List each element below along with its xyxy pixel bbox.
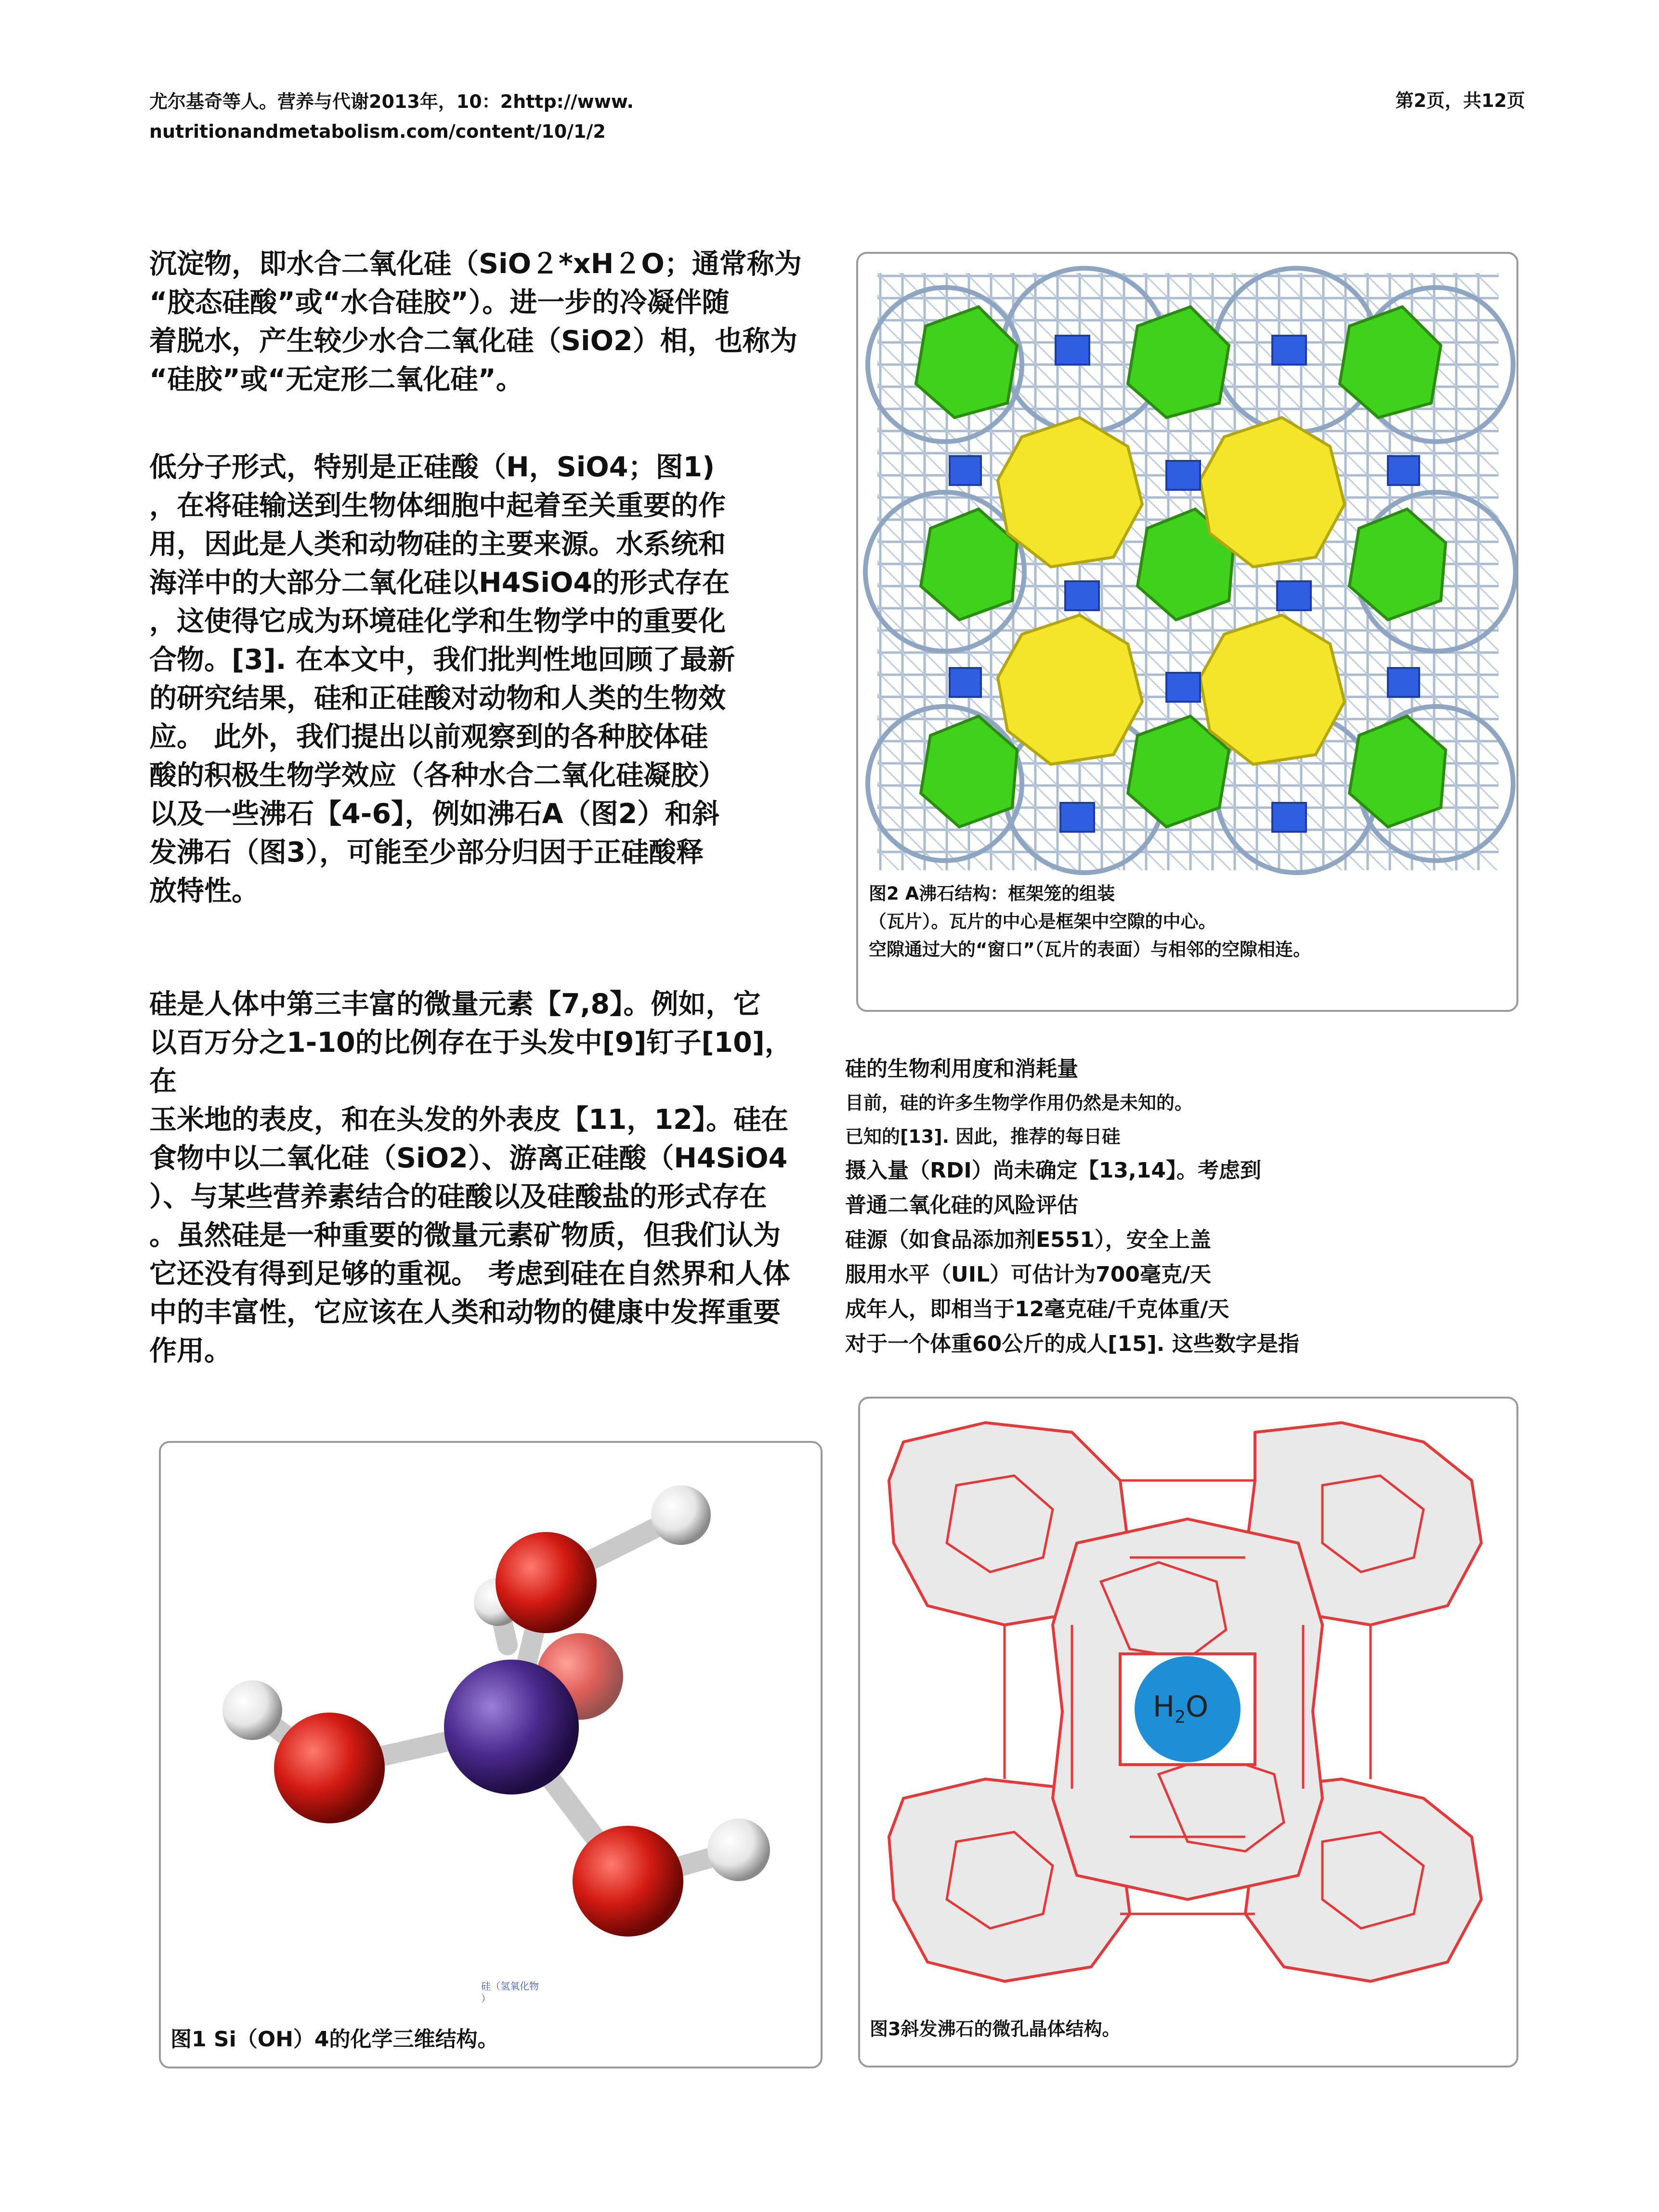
text-line: 普通二氧化硅的风险评估 xyxy=(845,1193,1078,1217)
text-line: 酸的积极生物学效应（各种水合二氧化硅凝胶） xyxy=(149,759,726,791)
text-line: 食物中以二氧化硅（SiO2）、游离正硅酸（H4SiO4 xyxy=(149,1142,788,1174)
bioavailability-section xyxy=(845,1052,1543,1361)
paragraph-3 xyxy=(149,985,819,1370)
text-line: 它还没有得到足够的重视。 考虑到硅在自然界和人体 xyxy=(149,1258,790,1290)
text-line: 中的丰富性，它应该在人类和动物的健康中发挥重要 xyxy=(149,1296,781,1328)
text-line: 服用水平（UIL）可估计为700毫克/天 xyxy=(845,1262,1212,1287)
caption-line: （瓦片）。瓦片的中心是框架中空隙的中心。 xyxy=(869,911,1216,932)
text-line: 应。 此外，我们提出以前观察到的各种胶体硅 xyxy=(149,721,708,753)
zeolite-a-structure-image xyxy=(858,254,1516,880)
text-line: 对于一个体重60公斤的成人[15]. 这些数字是指 xyxy=(845,1332,1299,1356)
text-line: 用，因此是人类和动物硅的主要来源。水系统和 xyxy=(149,528,726,560)
text-line: 摄入量（RDI）尚未确定【13,14】。考虑到 xyxy=(845,1158,1261,1183)
silicon-atom xyxy=(444,1660,579,1794)
caption-line: 空隙通过大的“窗口”（瓦片的表面）与相邻的空隙相连。 xyxy=(869,939,1311,960)
text-line: 硅是人体中第三丰富的微量元素【7,8】。例如，它 xyxy=(149,988,761,1020)
text-line: 硅源（如食品添加剂E551），安全上盖 xyxy=(845,1228,1211,1252)
molecule-inner-label xyxy=(481,1980,539,2005)
text-line: 。虽然硅是一种重要的微量元素矿物质，但我们认为 xyxy=(149,1219,781,1251)
text-line: 合物。[3]. 在本文中，我们批判性地回顾了最新 xyxy=(149,644,735,676)
figure-2-caption xyxy=(869,880,1504,964)
text-line: “硅胶”或“无定形二氧化硅”。 xyxy=(149,364,523,395)
text-line: ）、与某些营养素结合的硅酸以及硅酸盐的形式存在 xyxy=(149,1181,767,1213)
hydrogen-atom xyxy=(222,1680,282,1740)
section-heading: 硅的生物利用度和消耗量 xyxy=(845,1057,1078,1081)
figure-1-caption: 图1 Si（OH）4的化学三维结构。 xyxy=(170,2027,499,2052)
text-line: 低分子形式，特别是正硅酸（H，SiO4；图1) xyxy=(149,451,715,483)
citation-line-1: 尤尔基奇等人。营养与代谢2013年，10：2http://www. xyxy=(149,91,634,112)
text-line: 以及一些沸石【4-6】，例如沸石A（图2）和斜 xyxy=(149,798,720,830)
oxygen-atom xyxy=(573,1826,683,1937)
water-label: $H_2O$ xyxy=(1153,1690,1209,1727)
figure-1 xyxy=(159,1441,823,2068)
oxygen-atom xyxy=(496,1532,597,1633)
text-line: 成年人，即相当于12毫克硅/千克体重/天 xyxy=(845,1297,1229,1322)
hydrogen-atom xyxy=(651,1485,711,1545)
text-line: “胶态硅酸”或“水合硅胶”）。进一步的冷凝伴随 xyxy=(149,287,730,318)
paragraph-2 xyxy=(149,448,819,910)
figure-3 xyxy=(858,1397,1518,2068)
text-line: ，在将硅输送到生物体细胞中起着至关重要的作 xyxy=(149,490,726,522)
citation-header xyxy=(149,87,713,146)
text-line: 放特性。 xyxy=(149,875,259,907)
paragraph-1 xyxy=(149,245,819,399)
oxygen-atom xyxy=(274,1713,385,1823)
citation-line-2: nutritionandmetabolism.com/content/10/1/2 xyxy=(149,121,606,142)
text-line: 已知的[13]. 因此，推荐的每日硅 xyxy=(845,1126,1121,1147)
text-line: 作用。 xyxy=(149,1335,232,1367)
figure-2 xyxy=(856,252,1518,1012)
page-number: 第2页，共12页 xyxy=(1395,90,1525,111)
orthosilicic-acid-molecule-image xyxy=(161,1443,821,1997)
text-line: 以百万分之1-10的比例存在于头发中[9]钉子[10]，在 xyxy=(149,1027,792,1097)
text-line: 发沸石（图3），可能至少部分归因于正硅酸释 xyxy=(149,837,704,868)
text-line: 着脱水，产生较少水合二氧化硅（SiO2）相，也称为 xyxy=(149,325,797,357)
caption-line: 图2 A沸石结构：框架笼的组装 xyxy=(869,883,1115,904)
sodalite-cages-green xyxy=(916,307,1446,827)
inner-label-line: ） xyxy=(481,1993,491,2004)
text-line: 玉米地的表皮，和在头发的外表皮【11，12】。硅在 xyxy=(149,1104,789,1136)
inner-label-line: 硅（氢氧化物 xyxy=(481,1980,539,1992)
text-line: 目前，硅的许多生物学作用仍然是未知的。 xyxy=(845,1092,1193,1113)
text-line: 沉淀物，即水合二氧化硅（SiO２*xH２O；通常称为 xyxy=(149,248,802,280)
text-line: 海洋中的大部分二氧化硅以H4SiO4的形式存在 xyxy=(149,567,730,599)
hydrogen-atom xyxy=(707,1819,770,1881)
text-line: ，这使得它成为环境硅化学和生物学中的重要化 xyxy=(149,605,726,637)
text-line: 的研究结果，硅和正硅酸对动物和人类的生物效 xyxy=(149,682,726,714)
figure-3-caption: 图3斜发沸石的微孔晶体结构。 xyxy=(870,2018,1121,2040)
